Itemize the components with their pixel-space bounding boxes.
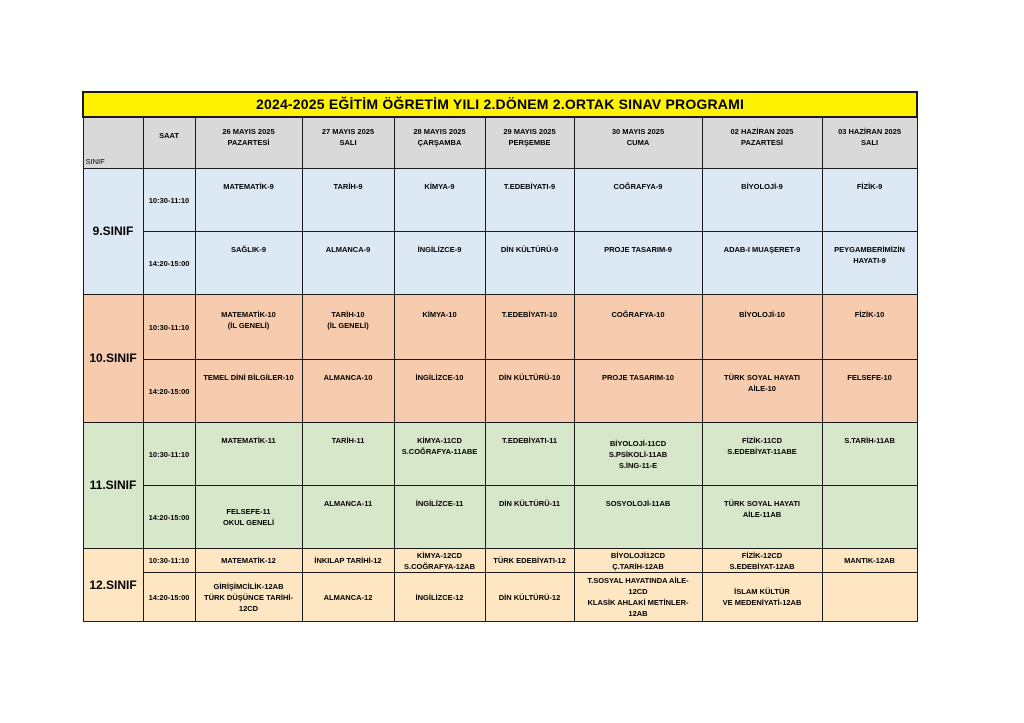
exam-subject: TARİH-11	[331, 436, 365, 445]
exam-subject: 12AB	[628, 609, 648, 618]
exam-cell	[302, 360, 394, 423]
exam-subject: DİN KÜLTÜRÜ-9	[500, 245, 559, 254]
day-header	[485, 117, 574, 169]
exam-cell	[302, 549, 394, 573]
exam-cell	[195, 573, 302, 622]
exam-subject: FELSEFE-10	[847, 373, 892, 382]
exam-subject: TÜRK EDEBİYATI-12	[493, 556, 566, 565]
exam-cell	[822, 295, 917, 360]
exam-subject: ADAB-I MUAŞERET-9	[723, 245, 801, 254]
exam-cell	[822, 423, 917, 486]
exam-subject: KİMYA-11CD	[417, 436, 462, 445]
exam-subject: (İL GENELİ)	[327, 321, 369, 330]
exam-cell	[822, 232, 917, 295]
exam-cell	[195, 423, 302, 486]
exam-subject: ALMANCA-10	[323, 373, 373, 382]
day-name: ÇARŞAMBA	[417, 138, 462, 147]
exam-cell	[394, 360, 485, 423]
exam-cell	[702, 486, 822, 549]
exam-subject: SAĞLIK-9	[230, 245, 266, 254]
exam-cell	[302, 573, 394, 622]
exam-subject: S.COĞRAFYA-12AB	[404, 561, 475, 571]
day-date: 28 MAYIS 2025	[413, 127, 466, 136]
exam-subject: PROJE TASARIM-10	[602, 373, 674, 382]
exam-subject: FELSEFE-11	[226, 507, 271, 516]
exam-cell	[574, 573, 702, 622]
exam-subject: ALMANCA-12	[323, 592, 373, 602]
exam-cell	[702, 549, 822, 573]
grade-label: 10.SINIF	[83, 295, 143, 423]
exam-subject: (İL GENELİ)	[227, 321, 270, 330]
exam-subject: BİYOLOJİ-11CD	[609, 438, 667, 448]
day-name: PAZARTESİ	[741, 138, 783, 147]
exam-subject: FİZİK-11CD	[741, 436, 782, 445]
exam-subject: Ç.TARİH-12AB	[612, 561, 664, 571]
exam-cell	[822, 549, 917, 573]
day-date: 30 MAYIS 2025	[611, 127, 665, 136]
exam-subject: MATEMATİK-9	[223, 182, 274, 191]
day-name: SALI	[860, 138, 879, 147]
exam-subject: MATEMATİK-11	[221, 436, 276, 445]
exam-subject: AİLE-10	[748, 384, 776, 393]
day-header	[822, 117, 917, 169]
exam-subject: TARİH-10	[331, 310, 365, 319]
exam-subject: S.EDEBİYAT-11ABE	[727, 447, 797, 456]
schedule-row	[83, 486, 917, 549]
exam-cell	[574, 295, 702, 360]
day-name: PAZARTESİ	[227, 138, 270, 147]
exam-subject: T.SOSYAL HAYATINDA AİLE-	[587, 576, 689, 585]
exam-cell	[485, 549, 574, 573]
exam-subject: FİZİK-9	[856, 182, 883, 191]
exam-cell	[702, 573, 822, 622]
exam-cell	[394, 423, 485, 486]
time-column-header: SAAT	[143, 117, 195, 169]
exam-cell	[195, 295, 302, 360]
exam-cell	[485, 232, 574, 295]
exam-cell	[822, 573, 917, 622]
class-label: SINIF	[85, 157, 105, 166]
grade-label: 9.SINIF	[83, 169, 143, 295]
time-slot: 10:30-11:10	[143, 423, 195, 486]
exam-cell	[702, 232, 822, 295]
exam-subject: TÜRK DÜŞÜNCE TARİHİ-	[203, 592, 294, 602]
exam-subject: DİN KÜLTÜRÜ-10	[498, 373, 561, 382]
exam-subject: İNKILAP TARİHİ-12	[314, 556, 382, 565]
time-slot: 10:30-11:10	[143, 169, 195, 232]
schedule-row	[83, 573, 917, 622]
exam-cell	[394, 169, 485, 232]
day-header	[302, 117, 394, 169]
exam-subject: HAYATI-9	[853, 256, 886, 265]
exam-cell	[702, 360, 822, 423]
exam-cell	[574, 486, 702, 549]
exam-subject: T.EDEBİYATI-11	[501, 436, 558, 445]
exam-subject: COĞRAFYA-9	[613, 182, 663, 191]
schedule-row	[83, 360, 917, 423]
exam-subject: GİRİŞİMCİLİK-12AB	[213, 581, 284, 591]
exam-subject: BİYOLOJİ-10	[739, 310, 785, 319]
day-date: 02 HAZİRAN 2025	[730, 127, 794, 136]
exam-subject: KİMYA-10	[422, 310, 457, 319]
schedule-row	[83, 549, 917, 573]
exam-subject: İNGİLİZCE-12	[415, 592, 464, 602]
exam-cell	[302, 486, 394, 549]
exam-subject: S.TARİH-11AB	[844, 436, 895, 445]
schedule-row	[83, 232, 917, 295]
day-date: 27 MAYIS 2025	[321, 127, 375, 136]
day-name: CUMA	[626, 138, 650, 147]
exam-cell	[195, 232, 302, 295]
day-name: PERŞEMBE	[508, 138, 551, 147]
exam-subject: KLASİK AHLAKİ METİNLER-	[587, 598, 689, 607]
exam-cell	[485, 169, 574, 232]
exam-cell	[195, 169, 302, 232]
exam-subject: FİZİK-10	[854, 310, 885, 319]
exam-subject: ALMANCA-11	[323, 499, 373, 508]
exam-cell	[702, 295, 822, 360]
exam-subject: KİMYA-12CD	[416, 550, 463, 560]
day-name: SALI	[339, 138, 357, 147]
exam-subject: TEMEL DİNİ BİLGİLER-10	[203, 373, 294, 382]
class-column-header	[83, 117, 143, 169]
exam-subject: İNGİLİZCE-9	[417, 245, 462, 254]
exam-cell	[485, 486, 574, 549]
exam-cell	[822, 169, 917, 232]
time-slot: 14:20-15:00	[143, 573, 195, 622]
exam-subject: AİLE-11AB	[742, 510, 782, 519]
exam-subject: FİZİK-12CD	[741, 550, 783, 560]
exam-cell	[485, 295, 574, 360]
exam-subject: PROJE TASARIM-9	[604, 245, 672, 254]
exam-cell	[574, 169, 702, 232]
exam-cell	[702, 169, 822, 232]
exam-subject: ALMANCA-9	[325, 245, 371, 254]
day-header	[574, 117, 702, 169]
exam-subject: S.COĞRAFYA-11ABE	[401, 447, 478, 456]
exam-cell	[574, 423, 702, 486]
exam-subject: 12CD	[628, 587, 648, 596]
exam-cell	[485, 573, 574, 622]
exam-subject: MATEMATİK-12	[221, 556, 276, 565]
day-header	[195, 117, 302, 169]
exam-subject: S.İNG-11-E	[618, 460, 658, 470]
exam-subject: TARİH-9	[333, 182, 363, 191]
exam-subject: PEYGAMBERİMİZİN	[834, 245, 905, 254]
exam-cell	[195, 360, 302, 423]
exam-cell	[302, 423, 394, 486]
exam-cell	[574, 232, 702, 295]
exam-subject: OKUL GENELİ	[222, 518, 275, 527]
exam-subject: DİN KÜLTÜRÜ-11	[498, 499, 561, 508]
exam-subject: SOSYOLOJİ-11AB	[605, 499, 671, 508]
exam-subject: İSLAM KÜLTÜR	[734, 587, 790, 596]
exam-cell	[394, 295, 485, 360]
time-slot: 14:20-15:00	[143, 486, 195, 549]
time-slot: 10:30-11:10	[143, 549, 195, 573]
exam-cell	[394, 232, 485, 295]
time-slot: 14:20-15:00	[143, 360, 195, 423]
exam-cell	[394, 573, 485, 622]
day-header	[702, 117, 822, 169]
schedule-title: 2024-2025 EĞİTİM ÖĞRETİM YILI 2.DÖNEM 2.ORTAK SINAV PROGRAMI	[83, 92, 917, 117]
exam-subject: TÜRK SOYAL HAYATI	[724, 373, 800, 382]
exam-subject: İNGİLİZCE-10	[415, 373, 464, 382]
exam-cell	[195, 549, 302, 573]
exam-cell	[302, 232, 394, 295]
exam-subject: COĞRAFYA-10	[611, 310, 665, 319]
exam-cell	[394, 549, 485, 573]
exam-cell	[302, 295, 394, 360]
exam-subject: KİMYA-9	[424, 182, 455, 191]
schedule-row	[83, 169, 917, 232]
exam-cell	[485, 360, 574, 423]
exam-schedule-table	[82, 91, 918, 622]
exam-subject: T.EDEBİYATI-9	[503, 182, 556, 191]
exam-subject: DİN KÜLTÜRÜ-12	[498, 592, 561, 602]
schedule-row	[83, 295, 917, 360]
day-date: 29 MAYIS 2025	[503, 127, 556, 136]
day-header	[394, 117, 485, 169]
exam-cell	[485, 423, 574, 486]
exam-cell	[394, 486, 485, 549]
exam-subject: MANTIK-12AB	[844, 556, 895, 565]
schedule-row	[83, 423, 917, 486]
grade-label: 12.SINIF	[83, 549, 143, 622]
exam-cell	[822, 360, 917, 423]
exam-subject: VE MEDENİYATİ-12AB	[722, 598, 802, 607]
exam-cell	[195, 486, 302, 549]
time-slot: 10:30-11:10	[143, 295, 195, 360]
grade-label: 11.SINIF	[83, 423, 143, 549]
exam-cell	[574, 549, 702, 573]
exam-subject: MATEMATİK-10	[221, 310, 276, 319]
exam-subject: S.EDEBİYAT-12AB	[729, 561, 795, 571]
exam-subject: S.PSİKOLİ-11AB	[608, 449, 668, 459]
day-date: 03 HAZİRAN 2025	[838, 127, 902, 136]
exam-subject: İNGİLİZCE-11	[415, 499, 464, 508]
exam-cell	[702, 423, 822, 486]
exam-subject: BİYOLOJİ12CD	[610, 550, 666, 560]
exam-subject: 12CD	[238, 603, 259, 613]
day-date: 26 MAYIS 2025	[222, 127, 275, 136]
exam-subject: T.EDEBİYATI-10	[501, 310, 558, 319]
exam-cell	[302, 169, 394, 232]
exam-subject: BİYOLOJİ-9	[741, 182, 783, 191]
exam-subject: TÜRK SOYAL HAYATI	[724, 499, 800, 508]
exam-cell	[574, 360, 702, 423]
time-slot: 14:20-15:00	[143, 232, 195, 295]
exam-cell	[822, 486, 917, 549]
